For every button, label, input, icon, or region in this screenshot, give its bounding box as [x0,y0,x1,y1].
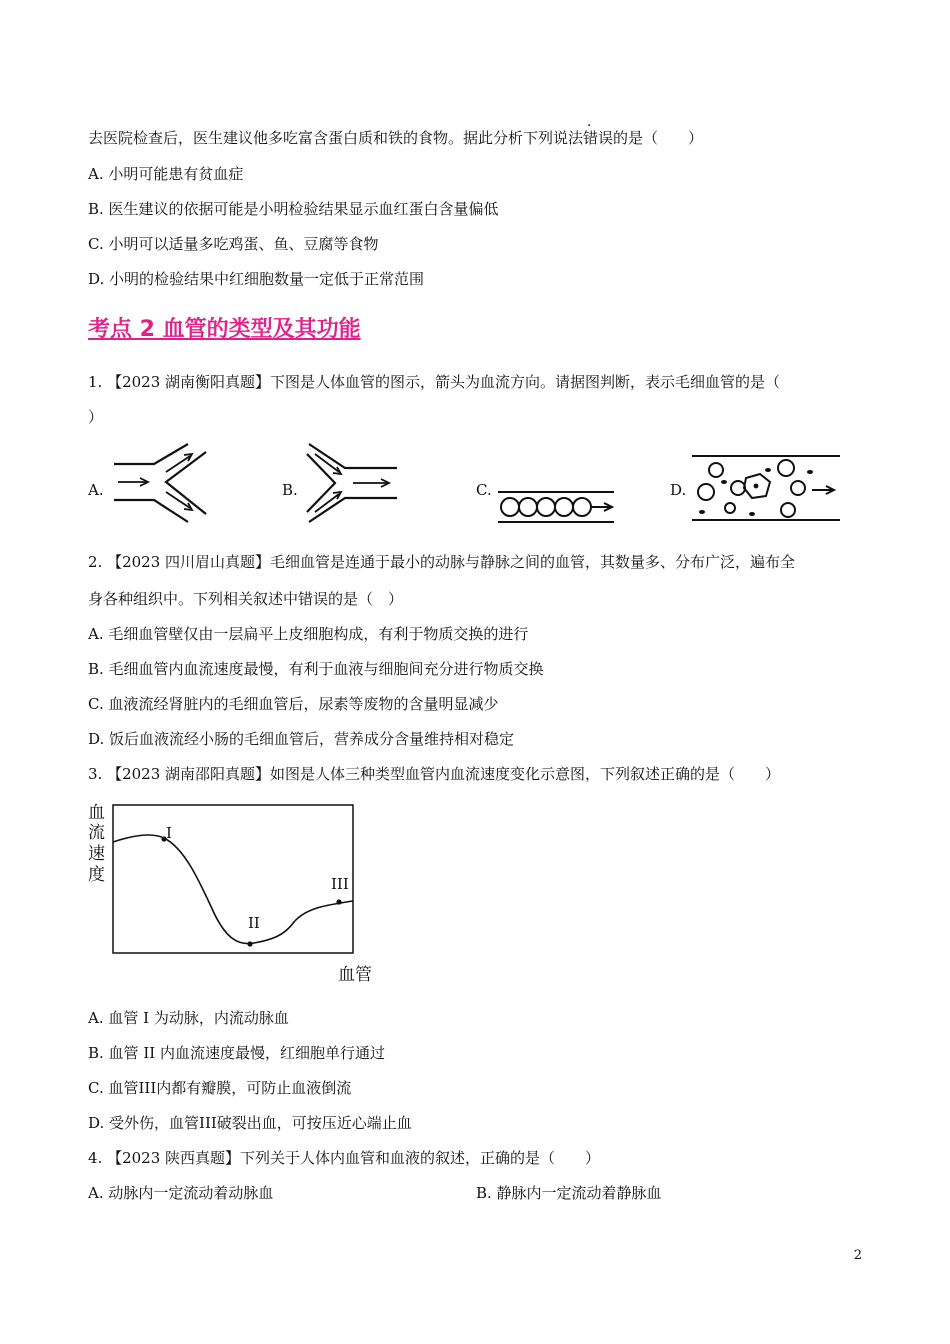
q2-option-d: D. 饭后血液流经小肠的毛细血管后，营养成分含量维持相对稳定 [88,730,515,748]
chart-ylabel-2: 流 [88,823,105,843]
q4-option-a: A. 动脉内一定流动着动脉血 [88,1184,274,1202]
q1-figure-label-a: A. [88,481,104,499]
q1-stem-line1: 1. 【2023 湖南衡阳真题】下图是人体血管的图示，箭头为血流方向。请据图判断，表示毛细血管的是（ [88,373,781,391]
prev-question-stem [88,128,703,148]
chart-ylabel-4: 度 [88,865,105,885]
vessel-figure-c [496,488,618,526]
point-label-i: I [166,824,172,842]
prev-option-a: A. 小明可能患有贫血症 [88,165,244,183]
prev-stem-part2: 的是（ ） [613,129,704,147]
q1-figure-label-d: D. [670,481,687,499]
q2-stem-line2: 身各种组织中。下列相关叙述中错误的是（ ） [88,590,404,608]
point-label-ii: II [248,914,260,932]
section-title: 考点 2 血管的类型及其功能 [88,317,361,342]
vessel-figure-a [112,440,212,526]
prev-option-c: C. 小明可以适量多吃鸡蛋、鱼、豆腐等食物 [88,235,379,253]
prev-stem-part1: 去医院检查后，医生建议他多吃富含蛋白质和铁的食物。据此分析下列说法 [88,129,584,147]
q2-option-a: A. 毛细血管壁仅由一层扁平上皮细胞构成，有利于物质交换的进行 [88,625,529,643]
vessel-figure-b [305,440,400,526]
q4-option-b: B. 静脉内一定流动着静脉血 [476,1184,662,1202]
q1-stem-line2: ） [88,408,104,426]
point-label-iii: III [331,875,349,893]
q3-option-a: A. 血管 I 为动脉，内流动脉血 [88,1009,289,1027]
chart-frame [113,805,353,953]
q1-figure-label-b: B. [282,481,298,499]
q4-stem: 4. 【2023 陕西真题】下列关于人体内血管和血液的叙述，正确的是（ ） [88,1149,601,1167]
q3-stem: 3. 【2023 湖南邵阳真题】如图是人体三种类型血管内血流速度变化示意图，下列叙述正确的是（ ） [88,765,781,783]
chart-xlabel: 血管 [338,965,372,985]
point-ii [247,941,252,946]
prev-option-d: D. 小明的检验结果中红细胞数量一定低于正常范围 [88,270,425,288]
flow-speed-curve [113,835,353,944]
blood-flow-speed-chart [86,798,376,988]
q2-option-c: C. 血液流经肾脏内的毛细血管后，尿素等废物的含量明显减少 [88,695,499,713]
vessel-figure-d [690,452,842,524]
q3-option-d: D. 受外伤，血管III破裂出血，可按压近心端止血 [88,1114,412,1132]
prev-option-b: B. 医生建议的依据可能是小明检验结果显示血红蛋白含量偏低 [88,200,499,218]
q2-stem-line1: 2. 【2023 四川眉山真题】毛细血管是连通于最小的动脉与静脉之间的血管，其数量多、分布广泛，遍布全 [88,553,796,571]
chart-ylabel-3: 速 [88,844,105,864]
point-iii [336,899,341,904]
emphasis-text: 错误 [583,129,614,147]
page-number: 2 [853,1248,862,1263]
q3-option-b: B. 血管 II 内血流速度最慢，红细胞单行通过 [88,1044,385,1062]
q1-figure-label-c: C. [476,481,492,499]
q3-option-c: C. 血管III内都有瓣膜，可防止血液倒流 [88,1079,352,1097]
chart-ylabel-1: 血 [88,803,105,823]
q2-option-b: B. 毛细血管内血流速度最慢，有利于血液与细胞间充分进行物质交换 [88,660,544,678]
